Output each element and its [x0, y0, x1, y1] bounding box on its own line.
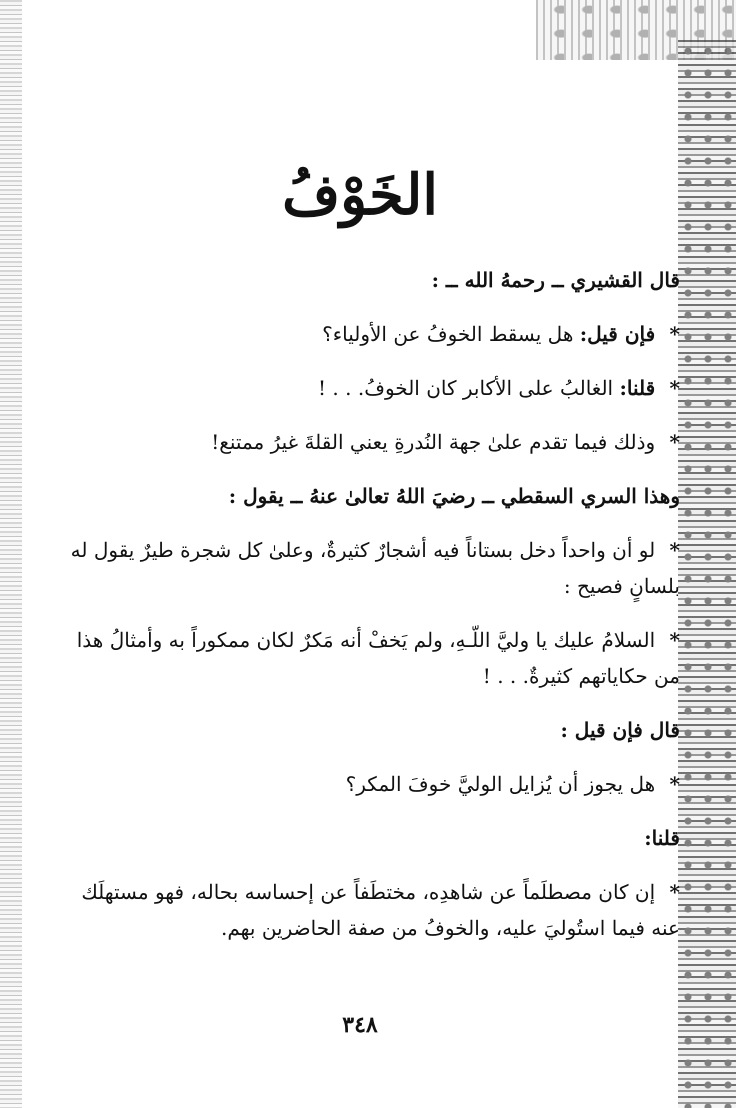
book-page [40, 0, 680, 1108]
paragraph-7 [52, 712, 680, 748]
paragraph-text: هل يسقط الخوفُ عن الأولياء؟ [322, 322, 574, 346]
paragraph-lead: قلنا: [619, 376, 656, 400]
paragraph-lead: قلنا: [644, 826, 680, 850]
chapter-title: الخَوْفُ [282, 162, 438, 228]
paragraph-4 [52, 478, 680, 514]
asterisk-icon: * [669, 430, 680, 454]
paragraph-text: وهذا السري السقطي ــ رضيَ اللهُ تعالىٰ عنهُ ــ يقول : [228, 484, 680, 508]
asterisk-icon: * [669, 628, 680, 652]
paragraph-2 [52, 370, 680, 406]
paragraph-6 [52, 622, 680, 694]
page-number: ٣٤٨ [342, 1012, 378, 1038]
paragraph-3 [52, 424, 680, 460]
ornamental-border-left [0, 0, 22, 1108]
paragraph-8 [52, 766, 680, 802]
paragraph-text: السلامُ عليك يا وليَّ اللّـهِ، ولم يَخفْ أنه مَكرٌ لكان ممكوراً به وأمثالُ هذا من حكاياتهم كثيرةٌ. . . ! [76, 628, 680, 688]
asterisk-icon: * [669, 880, 680, 904]
asterisk-icon: * [669, 772, 680, 796]
paragraph-9 [52, 820, 680, 856]
ornamental-border-right [678, 40, 736, 1108]
asterisk-icon: * [669, 538, 680, 562]
paragraph-text: الغالبُ على الأكابر كان الخوفُ. . . ! [318, 376, 614, 400]
paragraph-lead: فإن قيل: [579, 322, 656, 346]
paragraph-1 [52, 316, 680, 352]
paragraph-text: إن كان مصطلَماً عن شاهدِه، مختطَفاً عن إحساسه بحاله، فهو مستهلَك عنه فيما استُوليَ عليه، والخوفُ من صفة الحاضرين بهم. [81, 880, 680, 940]
paragraph-lead: قال فإن قيل : [560, 718, 680, 742]
paragraph-5 [52, 532, 680, 604]
paragraph-0 [52, 262, 680, 298]
paragraph-10 [52, 874, 680, 946]
paragraph-text: هل يجوز أن يُزايل الوليَّ خوفَ المكر؟ [345, 772, 656, 796]
paragraph-lead: قال القشيري ــ رحمهُ الله ــ : [431, 268, 680, 292]
paragraph-text: وذلك فيما تقدم علىٰ جهة النُدرةِ يعني القلةَ غيرُ ممتنع! [211, 430, 656, 454]
body-text [52, 262, 680, 964]
asterisk-icon: * [669, 376, 680, 400]
asterisk-icon: * [669, 322, 680, 346]
paragraph-text: لو أن واحداً دخل بستاناً فيه أشجارٌ كثيرةٌ، وعلىٰ كل شجرة طيرٌ يقول له بلسانٍ فصيح : [70, 538, 680, 598]
